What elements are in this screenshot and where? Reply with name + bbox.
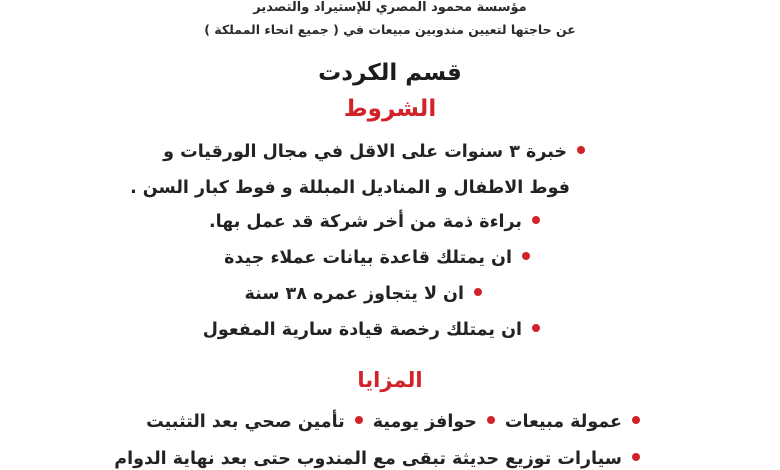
bullet-dot-icon <box>532 216 540 224</box>
bullet-dot-icon <box>487 416 495 424</box>
condition-item-experience: خبرة ٣ سنوات على الاقل في مجال الورقيات و <box>163 142 585 162</box>
benefit-item-daily-incentives: حوافز يومية <box>372 412 477 432</box>
condition-item-clearance: براءة ذمة من أخر شركة قد عمل بها. <box>209 212 540 232</box>
condition-item-driving-license: ان يمتلك رخصة قيادة سارية المفعول <box>203 320 540 340</box>
conditions-heading: الشروط <box>343 96 437 122</box>
benefit-item-company-cars: سيارات توزيع حديثة تبقى مع المندوب حتى بعد نهاية الدوام <box>114 449 640 469</box>
benefit-item-commission: عمولة مبيعات <box>504 412 622 432</box>
condition-item-client-database: ان يمتلك قاعدة بيانات عملاء جيدة <box>224 248 530 268</box>
condition-item-experience-continued: فوط الاطفال و المناديل المبللة و فوط كبار السن . <box>130 178 570 198</box>
bullet-dot-icon <box>632 416 640 424</box>
bullet-dot-icon <box>355 416 363 424</box>
bullet-dot-icon <box>632 453 640 461</box>
intro-line-purpose: عن حاجتها لتعيين مندوبين مبيعات في ( جميع انحاء المملكة ) <box>204 22 576 37</box>
benefits-row <box>146 412 640 432</box>
intro-line-company: مؤسسة محمود المصري للإستيراد والتصدير <box>253 0 527 15</box>
department-heading: قسم الكردت <box>318 60 462 86</box>
condition-item-age-limit: ان لا يتجاوز عمره ٣٨ سنة <box>244 284 482 304</box>
bullet-dot-icon <box>522 252 530 260</box>
benefit-item-health-insurance: تأمين صحي بعد التثبيت <box>146 412 345 432</box>
bullet-dot-icon <box>474 288 482 296</box>
bullet-dot-icon <box>532 324 540 332</box>
bullet-dot-icon <box>577 146 585 154</box>
benefits-heading: المزايا <box>357 368 423 392</box>
